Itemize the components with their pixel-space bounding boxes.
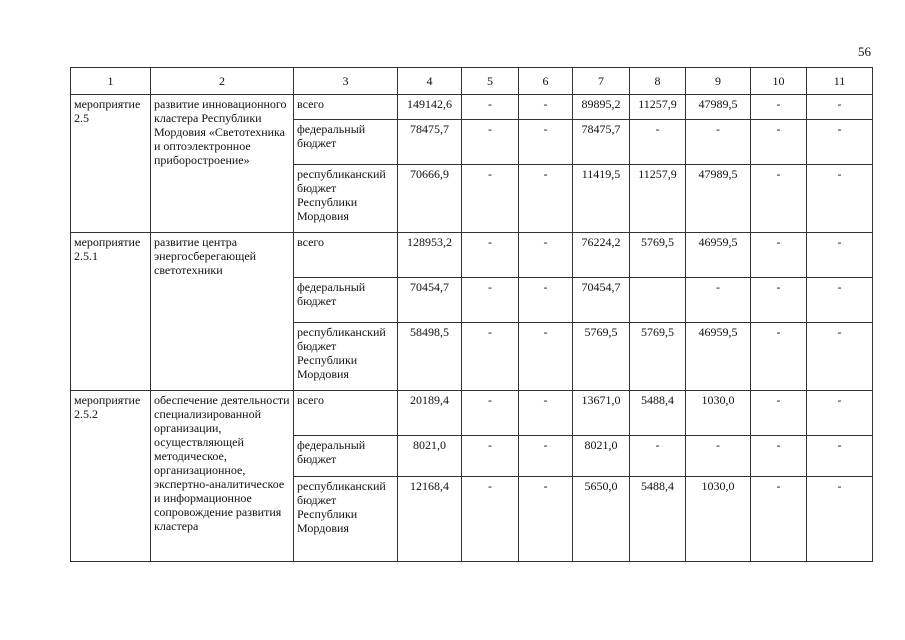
table-row <box>71 233 873 278</box>
event-description: обеспечение деятельности специализированной организации, осуществляющей методическое, организационное, экспертно-аналитическое и информационное сопровождение развития кластера <box>151 391 294 562</box>
value-cell: 11419,5 <box>573 165 630 233</box>
value-cell: 89895,2 <box>573 95 630 120</box>
value-cell: - <box>751 233 807 278</box>
value-cell: - <box>519 165 573 233</box>
column-header-11: 11 <box>807 68 873 95</box>
event-description: развитие инновационного кластера Республики Мордовия «Светотехника и оптоэлектронное приборостроение» <box>151 95 294 233</box>
funding-source: республиканский бюджет Республики Мордовия <box>294 477 398 562</box>
value-cell: - <box>751 323 807 391</box>
value-cell: - <box>686 120 751 165</box>
value-cell: - <box>807 278 873 323</box>
value-cell: - <box>462 436 519 477</box>
value-cell: - <box>462 278 519 323</box>
funding-source: всего <box>294 233 398 278</box>
value-cell: - <box>751 95 807 120</box>
budget-table <box>70 67 873 562</box>
value-cell: 58498,5 <box>398 323 462 391</box>
value-cell: - <box>519 323 573 391</box>
value-cell: 46959,5 <box>686 233 751 278</box>
value-cell: - <box>519 278 573 323</box>
value-cell: 47989,5 <box>686 165 751 233</box>
value-cell: - <box>807 323 873 391</box>
funding-source: федеральный бюджет <box>294 278 398 323</box>
value-cell: 12168,4 <box>398 477 462 562</box>
value-cell: - <box>751 165 807 233</box>
value-cell: 78475,7 <box>573 120 630 165</box>
value-cell: - <box>462 120 519 165</box>
value-cell: - <box>751 278 807 323</box>
value-cell: 128953,2 <box>398 233 462 278</box>
value-cell: - <box>519 95 573 120</box>
value-cell: - <box>519 233 573 278</box>
column-header-3: 3 <box>294 68 398 95</box>
header-row <box>71 68 873 95</box>
value-cell: 8021,0 <box>573 436 630 477</box>
value-cell: 46959,5 <box>686 323 751 391</box>
value-cell: 5488,4 <box>630 391 686 436</box>
value-cell: - <box>807 165 873 233</box>
value-cell: - <box>462 323 519 391</box>
funding-source: всего <box>294 95 398 120</box>
value-cell: 5769,5 <box>630 323 686 391</box>
value-cell: - <box>807 95 873 120</box>
value-cell: - <box>751 436 807 477</box>
column-header-4: 4 <box>398 68 462 95</box>
value-cell: 1030,0 <box>686 391 751 436</box>
value-cell: - <box>751 477 807 562</box>
value-cell: - <box>519 477 573 562</box>
value-cell: - <box>462 233 519 278</box>
value-cell: - <box>686 436 751 477</box>
value-cell <box>630 278 686 323</box>
column-header-9: 9 <box>686 68 751 95</box>
funding-source: всего <box>294 391 398 436</box>
column-header-8: 8 <box>630 68 686 95</box>
event-description: развитие центра энергосберегающей светотехники <box>151 233 294 391</box>
value-cell: - <box>630 436 686 477</box>
value-cell: - <box>519 120 573 165</box>
value-cell: - <box>686 278 751 323</box>
column-header-5: 5 <box>462 68 519 95</box>
value-cell: 11257,9 <box>630 165 686 233</box>
value-cell: 70666,9 <box>398 165 462 233</box>
value-cell: 5769,5 <box>573 323 630 391</box>
value-cell: 76224,2 <box>573 233 630 278</box>
value-cell: 11257,9 <box>630 95 686 120</box>
event-cell: мероприятие 2.5 <box>71 95 151 233</box>
value-cell: - <box>751 391 807 436</box>
value-cell: - <box>807 391 873 436</box>
value-cell: 70454,7 <box>573 278 630 323</box>
value-cell: - <box>519 436 573 477</box>
value-cell: 20189,4 <box>398 391 462 436</box>
table-row <box>71 391 873 436</box>
value-cell: - <box>807 477 873 562</box>
funding-source: федеральный бюджет <box>294 436 398 477</box>
value-cell: - <box>751 120 807 165</box>
value-cell: 13671,0 <box>573 391 630 436</box>
value-cell: 1030,0 <box>686 477 751 562</box>
funding-source: федеральный бюджет <box>294 120 398 165</box>
value-cell: - <box>462 391 519 436</box>
value-cell: - <box>807 436 873 477</box>
value-cell: - <box>807 120 873 165</box>
value-cell: 149142,6 <box>398 95 462 120</box>
value-cell: - <box>462 95 519 120</box>
column-header-6: 6 <box>519 68 573 95</box>
funding-source: республиканский бюджет Республики Мордовия <box>294 165 398 233</box>
value-cell: 47989,5 <box>686 95 751 120</box>
value-cell: 5650,0 <box>573 477 630 562</box>
column-header-2: 2 <box>151 68 294 95</box>
page-number: 56 <box>858 44 871 59</box>
event-cell: мероприятие 2.5.1 <box>71 233 151 391</box>
column-header-7: 7 <box>573 68 630 95</box>
funding-source: республиканский бюджет Республики Мордовия <box>294 323 398 391</box>
table-row <box>71 95 873 120</box>
column-header-1: 1 <box>71 68 151 95</box>
event-cell: мероприятие 2.5.2 <box>71 391 151 562</box>
value-cell: 5769,5 <box>630 233 686 278</box>
value-cell: - <box>519 391 573 436</box>
value-cell: 78475,7 <box>398 120 462 165</box>
value-cell: - <box>462 477 519 562</box>
value-cell: - <box>630 120 686 165</box>
value-cell: - <box>462 165 519 233</box>
column-header-10: 10 <box>751 68 807 95</box>
value-cell: 8021,0 <box>398 436 462 477</box>
value-cell: - <box>807 233 873 278</box>
value-cell: 5488,4 <box>630 477 686 562</box>
value-cell: 70454,7 <box>398 278 462 323</box>
